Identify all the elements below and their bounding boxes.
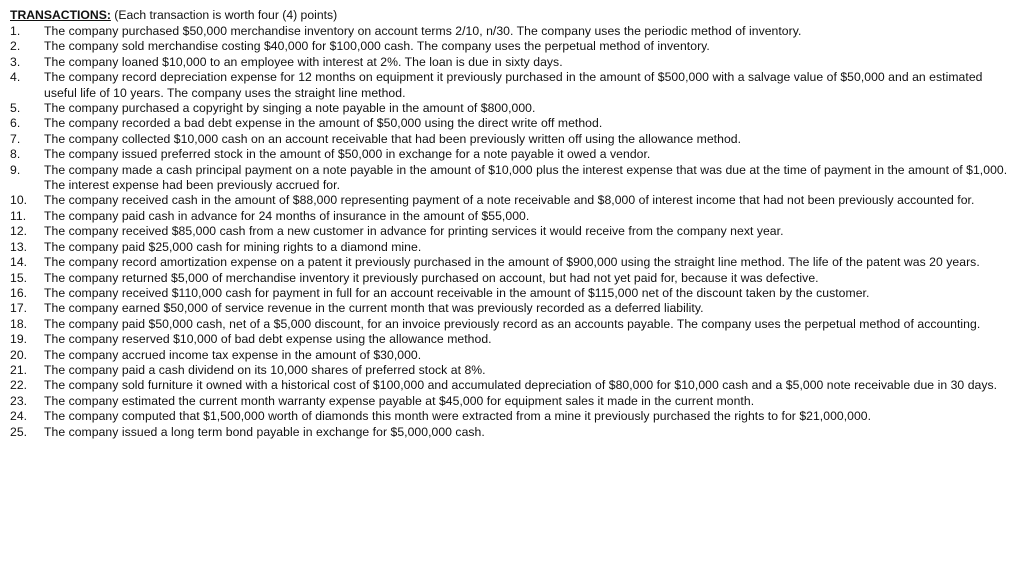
transaction-number: 15.: [10, 270, 28, 285]
transaction-text: The company returned $5,000 of merchandise inventory it previously purchased on account, but had not yet paid for, because it was defective.: [44, 270, 819, 285]
transaction-item: [10, 193, 1014, 208]
transaction-text: The company earned $50,000 of service revenue in the current month that was previously recorded as a deferred liability.: [44, 301, 704, 316]
transaction-text: The company collected $10,000 cash on an account receivable that had been previously written off using the allowance method.: [44, 131, 742, 146]
transaction-number: 4.: [10, 70, 21, 85]
transaction-item: [10, 425, 1014, 440]
transaction-number: 13.: [10, 239, 28, 254]
transaction-number: 2.: [10, 39, 21, 54]
transaction-item: [10, 348, 1014, 363]
transaction-text: The company paid $50,000 cash, net of a $5,000 discount, for an invoice previously record as an accounts payable. The company uses the perpetual method of accounting.: [44, 316, 981, 331]
transaction-text: The company loaned $10,000 to an employee with interest at 2%. The loan is due in sixty days.: [44, 54, 563, 69]
transaction-number: 9.: [10, 162, 21, 177]
transaction-number: 10.: [10, 193, 28, 208]
transaction-text: The company paid a cash dividend on its 10,000 shares of preferred stock at 8%.: [44, 362, 486, 377]
document-title: TRANSACTIONS:: [10, 8, 111, 22]
transaction-item: [10, 224, 1014, 239]
transaction-number: 19.: [10, 332, 28, 347]
transaction-item: [10, 363, 1014, 378]
transaction-number: 11.: [10, 208, 27, 223]
transaction-text: The company reserved $10,000 of bad debt expense using the allowance method.: [44, 332, 492, 347]
transaction-number: 1.: [10, 24, 21, 38]
transaction-text: The company issued preferred stock in the amount of $50,000 in exchange for a note payable it owed a vendor.: [44, 147, 651, 162]
transaction-number: 8.: [10, 147, 21, 162]
transaction-item: [10, 101, 1014, 116]
transaction-item: [10, 70, 1014, 101]
transaction-item: [10, 301, 1014, 316]
transaction-number: 24.: [10, 409, 28, 424]
transaction-number: 25.: [10, 424, 28, 439]
transaction-text: The company received cash in the amount of $88,000 representing payment of a note receivable and $8,000 of interest income that had not been previously accounted for.: [44, 193, 975, 208]
transaction-text: The company paid $25,000 cash for mining rights to a diamond mine.: [44, 239, 422, 254]
transaction-item: [10, 39, 1014, 54]
transaction-text: The company received $85,000 cash from a new customer in advance for printing services it would receive from the company next year.: [44, 224, 784, 239]
transaction-item: [10, 132, 1014, 147]
transaction-text: The company paid cash in advance for 24 months of insurance in the amount of $55,000.: [44, 208, 530, 223]
transaction-number: 14.: [10, 255, 28, 270]
transaction-number: 12.: [10, 224, 28, 239]
transaction-item: [10, 116, 1014, 131]
transaction-item: [10, 255, 1014, 270]
transaction-item: [10, 317, 1014, 332]
transaction-text: The company record amortization expense on a patent it previously purchased in the amount of $900,000 using the straight line method. The life of the patent was 20 years.: [44, 255, 980, 270]
transaction-text: The company sold merchandise costing $40,000 for $100,000 cash. The company uses the perpetual method of inventory.: [44, 39, 710, 54]
transaction-text: The company received $110,000 cash for payment in full for an account receivable in the amount of $115,000 net of the discount taken by the customer.: [44, 285, 870, 300]
document-subtitle: (Each transaction is worth four (4) points): [114, 8, 338, 22]
transaction-item: [10, 55, 1014, 70]
transaction-item: [10, 394, 1014, 409]
transaction-item: [10, 163, 1014, 194]
transaction-item: [10, 332, 1014, 347]
transaction-number: 6.: [10, 116, 21, 131]
transaction-text: The company estimated the current month warranty expense payable at $45,000 for equipment sales it made in the current month.: [44, 393, 755, 408]
transaction-text: The company accrued income tax expense in the amount of $30,000.: [44, 347, 422, 362]
transaction-number: 3.: [10, 54, 21, 69]
transaction-number: 22.: [10, 378, 28, 393]
transaction-item: [10, 271, 1014, 286]
transaction-number: 16.: [10, 285, 28, 300]
transaction-item: [10, 286, 1014, 301]
transaction-item: [10, 409, 1014, 424]
transaction-text: The company issued a long term bond payable in exchange for $5,000,000 cash.: [44, 424, 485, 439]
transaction-text: The company sold furniture it owned with a historical cost of $100,000 and accumulated depreciation of $80,000 for $10,000 cash and a $5,000 note receivable due in 30 days.: [44, 378, 998, 393]
transaction-number: 17.: [10, 301, 28, 316]
transaction-item: [10, 24, 1014, 39]
transaction-text: The company recorded a bad debt expense in the amount of $50,000 using the direct write off method.: [44, 116, 603, 131]
transaction-list: [10, 24, 1014, 440]
transaction-text: The company made a cash principal payment on a note payable in the amount of $10,000 plus the interest expense that was due at the time of payment in the amount of $1,000. The interest expense had been previously accrued for.: [44, 162, 1008, 193]
transaction-number: 21.: [10, 362, 28, 377]
transaction-text: The company computed that $1,500,000 worth of diamonds this month were extracted from a mine it previously purchased the rights to for $21,000,000.: [44, 409, 872, 424]
transaction-item: [10, 378, 1014, 393]
transaction-item: [10, 240, 1014, 255]
transaction-text: The company purchased $50,000 merchandise inventory on account terms 2/10, n/30. The company uses the periodic method of inventory.: [44, 24, 802, 38]
document-header: [10, 8, 1014, 23]
transaction-number: 23.: [10, 393, 28, 408]
transaction-number: 7.: [10, 131, 21, 146]
transaction-number: 5.: [10, 101, 21, 116]
transaction-number: 18.: [10, 316, 28, 331]
transaction-item: [10, 209, 1014, 224]
transaction-number: 20.: [10, 347, 28, 362]
transaction-text: The company purchased a copyright by singing a note payable in the amount of $800,000.: [44, 101, 536, 116]
transaction-item: [10, 147, 1014, 162]
transaction-text: The company record depreciation expense for 12 months on equipment it previously purchased in the amount of $500,000 with a salvage value of $50,000 and an estimated useful life of 10 years. The company uses the straight line method.: [44, 70, 983, 100]
